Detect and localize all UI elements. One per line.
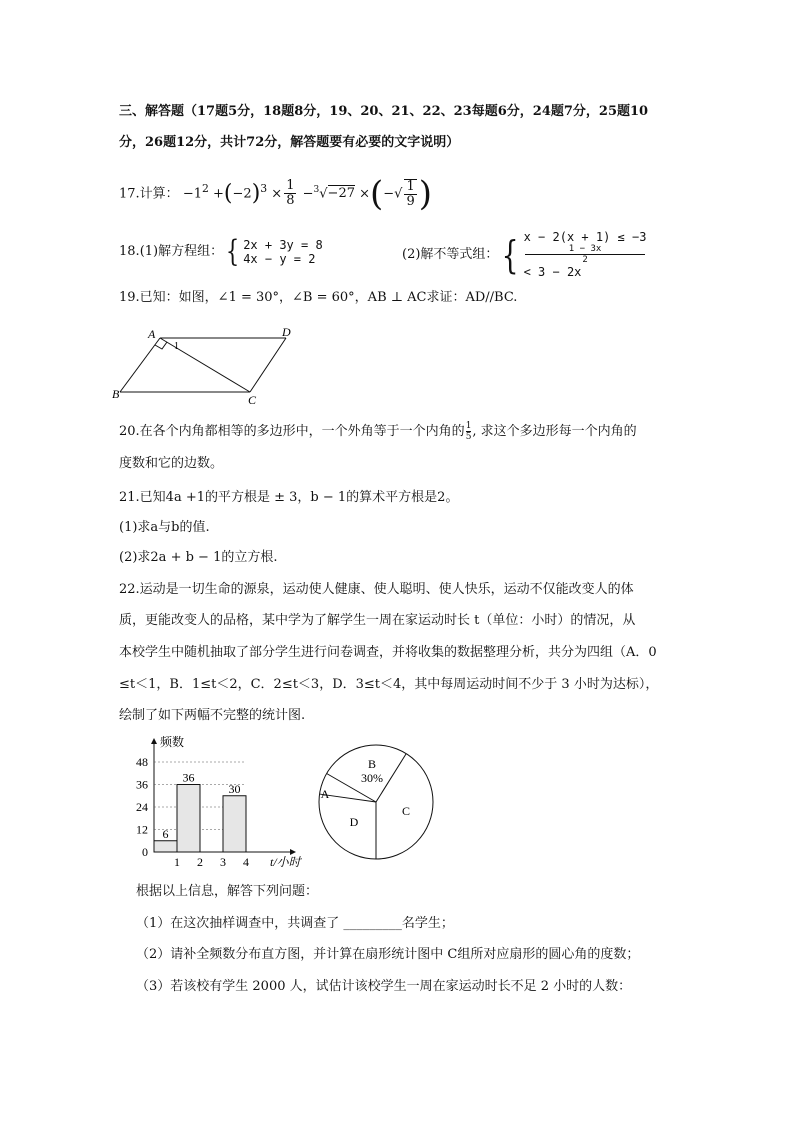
question-17: 17.计算： $-1^2 +(-2)^3$ × $\frac{1}{8}$ −$^3$√−27 ×(−√ $\frac{1}{9}$ ) (119, 173, 433, 214)
x-tick-label: 1 (174, 855, 180, 869)
y-tick-label: 24 (136, 800, 148, 814)
label-c: C (248, 393, 257, 406)
pie-label-D: D (349, 815, 359, 829)
q22-sub2: （2）请补全频数分布直方图，并计算在扇形统计图中 C组所对应扇形的圆心角的度数； (136, 947, 640, 962)
question-22-line2: 质，更能改变人的品格，某中学为了解学生一周在家运动时长 t（单位：小时）的情况，从 (119, 613, 636, 628)
section-heading-line2: 分，26题12分，共计72分，解答题要有必要的文字说明） (119, 135, 460, 150)
x-tick-label: 4 (243, 855, 249, 869)
q18-label: 18. (119, 244, 140, 259)
bar-B (177, 785, 200, 853)
section-heading-line1: 三、解答题（17题5分，18题8分，19、20、21、22、23每题6分，24题7分，25题10 (119, 104, 649, 119)
question-21-line1: 21.已知4a +1的平方根是 ± 3，b − 1的算术平方根是2。 (119, 490, 459, 505)
y-tick-label: 48 (136, 755, 148, 769)
q17-exp2: 3 (260, 182, 268, 195)
pie-label-A: A (320, 787, 330, 801)
q18-part2-label: (2)解不等式组： (402, 247, 499, 262)
bar-label-A: 6 (162, 826, 169, 841)
question-22-line5: 绘制了如下两幅不完整的统计图. (119, 708, 306, 723)
question-21-line2: (1)求a与b的值. (119, 520, 210, 535)
bar-label-B: 36 (182, 770, 195, 785)
q17-root-index: 3 (313, 185, 320, 195)
q22-sub1: （1）在这次抽样调查中，共调查了 _________名学生； (136, 916, 454, 931)
q17-fraction: $\frac{1}{8}$ (286, 178, 295, 209)
y-axis-arrow (151, 738, 157, 744)
label-angle-1: 1 (174, 341, 179, 352)
bar-A (154, 841, 177, 852)
q18-inequality-system: x − 2(x + 1) ≤ −3 1 − 3x 2 < 3 − 2x (523, 230, 647, 279)
y-tick-label: 36 (136, 777, 148, 792)
q17-radicand: −27 (327, 186, 355, 202)
y-tick-label: 12 (136, 822, 148, 837)
question-21-line3: (2)求2a + b − 1的立方根. (119, 550, 278, 565)
question-18: 18.(1)解方程组：{ 2x + 3y = 8 4x − y = 2 (119, 233, 323, 269)
x-tick-label: 3 (220, 855, 226, 869)
label-d: D (282, 325, 291, 339)
bar-D (223, 796, 246, 852)
q18-equation-system: 2x + 3y = 8 4x − y = 2 (243, 237, 323, 266)
q20-fraction: $\frac{1}{5}$ (465, 421, 472, 442)
question-20-line1: 20.在各个内角都相等的多边形中，一个外角等于一个内角的 $\frac{1}{5}$ , 求这个多边形每一个内角的 (119, 421, 637, 442)
question-19: 19.已知：如图，∠1 = 30°，∠B = 60°，AB ⊥ AC求证：AD//BC. (119, 290, 518, 305)
pie-percent-B: 30% (361, 771, 383, 785)
q17-inner-fraction: $\frac{1}{9}$ (406, 178, 415, 209)
question-22-line3: 本校学生中随机抽取了部分学生进行问卷调查，并将收集的数据整理分析，共分为四组（A．0 (119, 645, 657, 660)
question-22-line1: 22.运动是一切生命的源泉，运动使人健康、使人聪明、使人快乐，运动不仅能改变人的体 (119, 582, 634, 597)
q22-sub3: （3）若该校有学生 2000 人，试估计该校学生一周在家运动时长不足 2 小时的人数： (136, 979, 632, 994)
q19-figure (110, 322, 300, 406)
y-tick-label: 0 (142, 845, 148, 859)
y-axis-label: 频数 (160, 735, 185, 749)
question-20-line2: 度数和它的边数。 (119, 456, 224, 471)
bar-label-D: 30 (228, 781, 241, 796)
segment-ab (120, 338, 160, 392)
histogram-chart (130, 732, 320, 872)
label-a: A (148, 327, 156, 341)
q17-term1: −1 (182, 186, 202, 202)
q17-exp1: 2 (202, 182, 209, 195)
label-b: B (112, 387, 120, 401)
pie-label-C: C (401, 804, 411, 818)
question-18-part2: (2)解不等式组：{ x − 2(x + 1) ≤ −3 1 − 3x 2 < 3 − 2x (402, 230, 647, 279)
segment-dc (250, 338, 286, 392)
q18-part1-label: (1)解方程组： (139, 244, 224, 259)
x-tick-label: 2 (197, 855, 203, 869)
pie-label-B: B (367, 757, 377, 771)
pie-chart (316, 744, 440, 862)
q22-intro: 根据以上信息，解答下列问题： (136, 884, 319, 899)
question-22-line4: ≤t＜1，B．1≤t＜2，C．2≤t＜3，D．3≤t＜4，其中每周运动时间不少于 3 小时为达标）， (119, 677, 659, 692)
q17-label: 17.计算： (119, 186, 179, 202)
x-axis-label: t/小时 (270, 855, 301, 869)
q17-term2: −2 (232, 186, 252, 202)
